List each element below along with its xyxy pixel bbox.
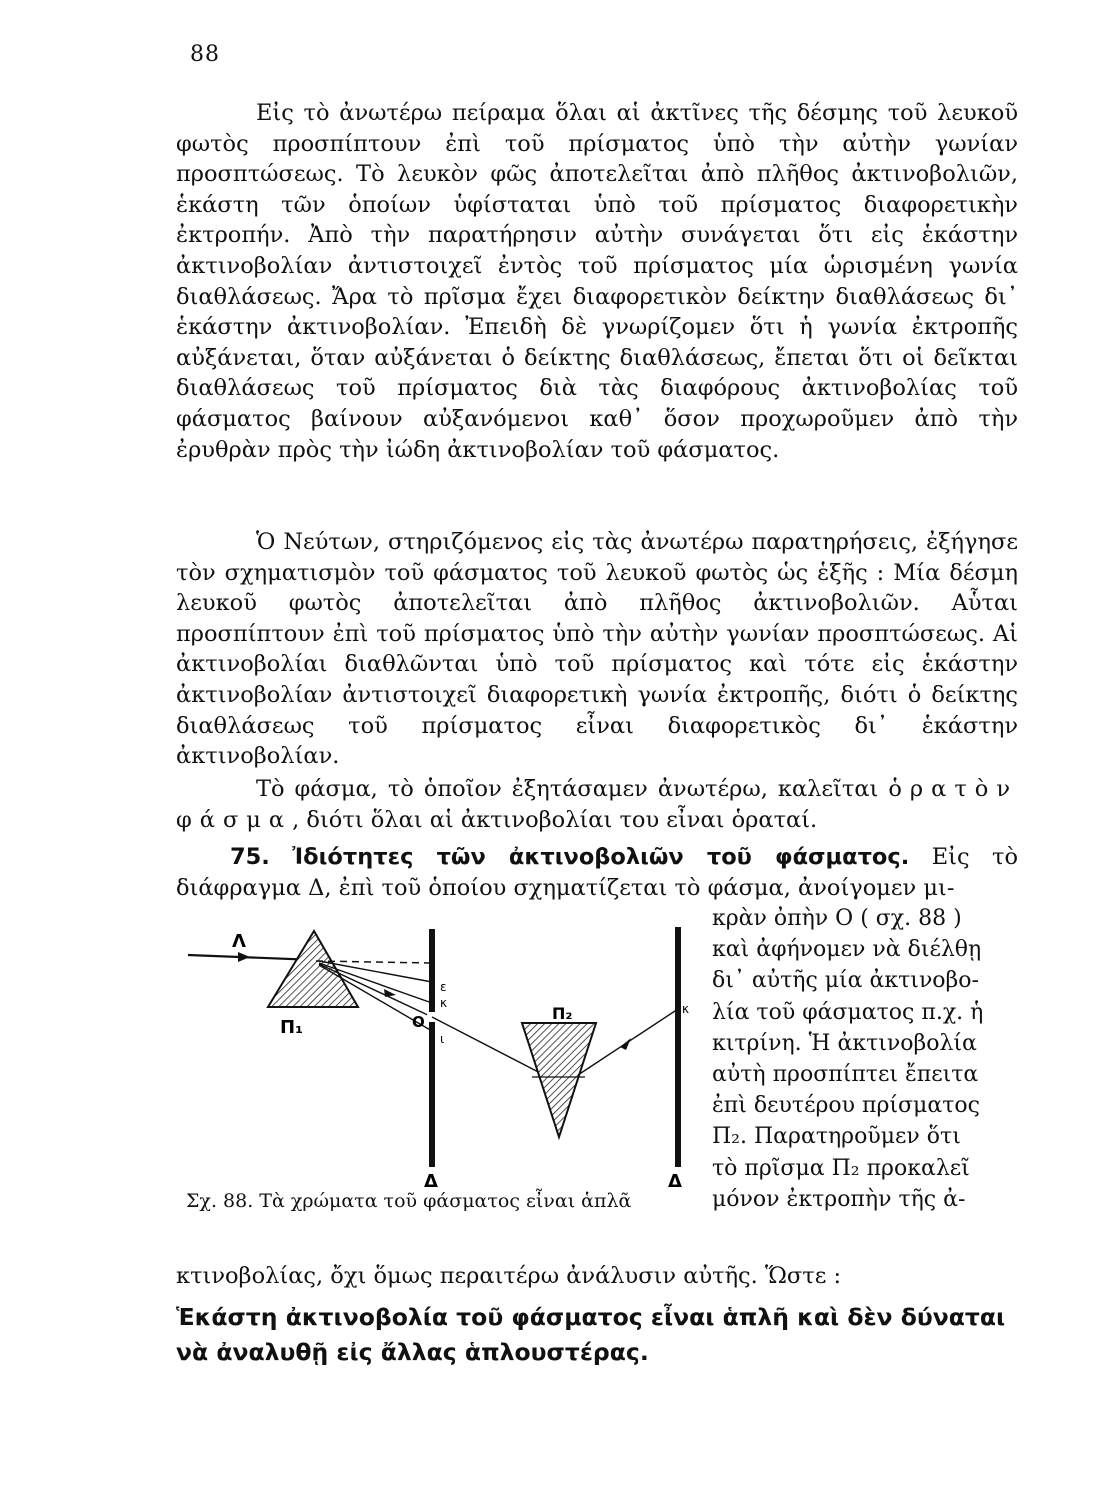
section-heading [176,842,1018,903]
screen-2 [675,927,681,1167]
screen-1 [429,929,435,1167]
side-line: δι᾽ αὐτῆς μία ἀκτινοβο- [712,968,979,994]
side-line: αὐτὴ προσπίπτει ἔπειτα [712,1062,979,1088]
beam-arrow [238,952,250,962]
label-light: Λ [232,931,246,952]
side-line: κιτρίνη. Ἡ ἀκτινοβολία [712,1030,977,1056]
side-line: Π₂. Παρατηροῦμεν ὅτι [712,1124,961,1150]
label-prism-2: Π₂ [552,1004,573,1023]
side-line: ἐπὶ δευτέρου πρίσματος [712,1093,980,1119]
label-k: κ [440,996,448,1010]
section-lead: Εἰς τὸ διάφραγμα Δ, ἐπὶ τοῦ ὁποίου σχηματίζεται τὸ φάσμα, ἀνοίγομεν μι- [176,844,1018,901]
after-figure-text: κτινοβολίας, ὄχι ὅμως περαιτέρω ἀνάλυσιν αὐτῆς. Ὥστε : [176,1263,842,1289]
term-spectrum: φάσμα [176,806,293,833]
side-line: τὸ πρῖσμα Π₂ προκαλεῖ [712,1155,970,1181]
label-screen-2: Δ [668,1171,682,1190]
page-number: 88 [190,42,220,67]
paragraph-3-suffix: , διότι ὅλαι αἱ ἀκτινοβολίαι του εἶναι ὁραταί. [292,806,818,833]
side-line: κρὰν ὀπὴν Ο ( σχ. 88 ) [712,906,962,931]
side-line: λία τοῦ φάσματος π.χ. ἡ [712,999,984,1025]
paragraph-2: Ὁ Νεύτων, στηριζόμενος εἰς τὰς ἀνωτέρω παρατηρήσεις, ἐξήγησε τὸν σχηματισμὸν τοῦ φάσματος τοῦ λευκοῦ φωτὸς ὡς ἑξῆς : Μία δέσμη λευκοῦ φωτὸς ἀποτελεῖται ἀπὸ πλῆθος ἀκτινοβολιῶν. Αὗται προσπίπτουν ἐπὶ τοῦ πρίσματος ὑπὸ τὴν αὐτὴν γωνίαν προσπτώσεως. Αἱ ἀκτινοβολίαι διαθλῶνται ὑπὸ τοῦ πρίσματος καὶ τότε εἰς ἑκάστην ἀκτινοβολίαν ἀντιστοιχεῖ διαφορετικὴ γωνία ἐκτροπῆς, διότι ὁ δείκτης διαθλάσεως τοῦ πρίσματος εἶναι διαφορετικὸς δι᾽ ἑκάστην ἀκτινοβολίαν. [176,529,1018,770]
figure-caption: Σχ. 88. Τὰ χρώματα τοῦ φάσματος εἶναι ἁπλᾶ [186,1190,632,1212]
label-e: ε [440,980,447,994]
prism-1 [268,931,358,1007]
side-line: καὶ ἀφήνομεν νὰ διέλθῃ [712,937,982,963]
prism-2 [522,1023,596,1137]
section-title: Ἰδιότητες τῶν ἀκτινοβολιῶν τοῦ φάσματος. [292,844,910,870]
label-screen-1: Δ [424,1171,438,1190]
label-prism-1: Π₁ [280,1017,303,1038]
term-visible: ὁρατὸν [888,776,1018,802]
section-number: 75. [230,844,270,870]
figure-88 [176,925,706,1190]
paragraph-1: Εἰς τὸ ἀνωτέρω πείραμα ὅλαι αἱ ἀκτῖνες τῆς δέσμης τοῦ λευκοῦ φωτὸς προσπίπτουν ἐπὶ τοῦ πρίσματος ὑπὸ τὴν αὐτὴν γωνίαν προσπτώσεως. Τὸ λευκὸν φῶς ἀποτελεῖται ἀπὸ πλῆθος ἀκτινοβολιῶν, ἑκάστη τῶν ὁποίων ὑφίσταται ὑπὸ τοῦ πρίσματος διαφορετικὴν ἐκτροπήν. Ἀπὸ τὴν παρατήρησιν αὐτὴν συνάγεται ὅτι εἰς ἑκάστην ἀκτινοβολίαν ἀντιστοιχεῖ ἐντὸς τοῦ πρίσματος μία ὡρισμένη γωνία διαθλάσεως. Ἄρα τὸ πρῖσμα ἔχει διαφορετικὸν δείκτην διαθλάσεως δι᾽ ἑκάστην ἀκτινοβολίαν. Ἐπειδὴ δὲ γνωρίζομεν ὅτι ἡ γωνία ἐκτροπῆς αὐξάνεται, ὅταν αὐξάνεται ὁ δείκτης διαθλάσεως, ἔπεται ὅτι οἱ δεῖκται διαθλάσεως τοῦ πρίσματος διὰ τὰς διαφόρους ἀκτινοβολίας τοῦ φάσματος βαίνουν αὐξανόμενοι καθ᾽ ὅσον προχωροῦμεν ἀπὸ τὴν ἐρυθρὰν πρὸς τὴν ἰώδη ἀκτινοβολίαν τοῦ φάσματος. [176,100,1018,463]
paragraph-3-prefix: Τὸ φάσμα, τὸ ὁποῖον ἐξητάσαμεν ἀνωτέρω, καλεῖται [256,776,879,802]
ray-arrow-2 [620,1038,631,1050]
conclusion: Ἑκάστη ἀκτινοβολία τοῦ φάσματος εἶναι ἁπλῆ καὶ δὲν δύναται νὰ ἀναλυθῇ εἰς ἄλλας ἁπλουστέρας. [176,1303,1006,1366]
paragraph-3 [176,774,1018,835]
label-hole: Ο [412,1013,425,1031]
label-i: ι [440,1032,445,1046]
side-line: μόνον ἐκτροπὴν τῆς ἀ- [712,1186,966,1212]
label-k2: κ [682,1002,690,1016]
side-column [712,903,1018,1215]
